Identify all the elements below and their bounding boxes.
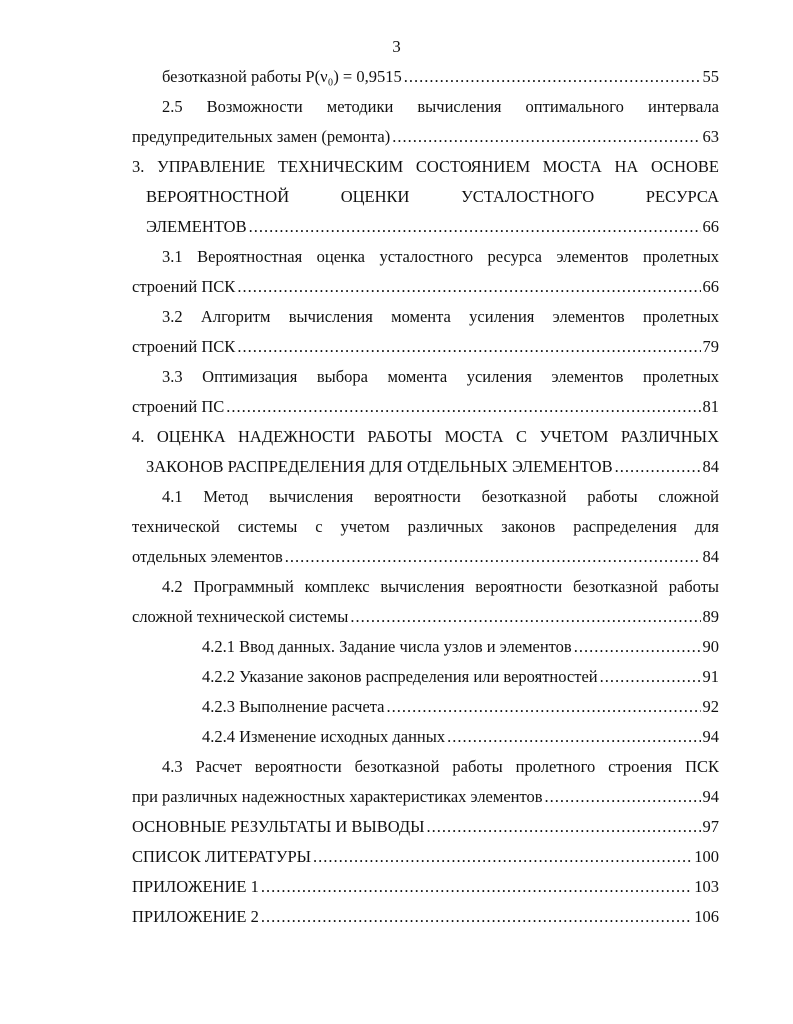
toc-page-number: 81 xyxy=(702,397,719,416)
toc-entry xyxy=(132,782,719,812)
toc-entry-title: 4.2.4 Изменение исходных данных xyxy=(202,727,446,746)
toc-text-line: 3.3 Оптимизация выбора момента усиления элементов пролетных xyxy=(162,367,719,386)
toc-page-number: 55 xyxy=(702,67,719,86)
toc-entry xyxy=(132,722,719,752)
toc-entry-title: отдельных элементов xyxy=(132,547,283,566)
toc-text-line: 4.1 Метод вычисления вероятности безотказной работы сложной xyxy=(162,487,719,506)
toc-entry-title: предупредительных замен (ремонта) xyxy=(132,127,391,146)
dot-leader xyxy=(387,692,701,722)
toc-entry-title: ПРИЛОЖЕНИЕ 2 xyxy=(132,907,259,926)
toc-page-number: 66 xyxy=(702,217,719,236)
toc-entry-title: ЗАКОНОВ РАСПРЕДЕЛЕНИЯ ДЛЯ ОТДЕЛЬНЫХ ЭЛЕМЕНТОВ xyxy=(146,457,613,476)
toc-text-line: ВЕРОЯТНОСТНОЙ ОЦЕНКИ УСТАЛОСТНОГО РЕСУРСА xyxy=(146,187,719,206)
toc-entry-title: СПИСОК ЛИТЕРАТУРЫ xyxy=(132,847,312,866)
dot-leader xyxy=(249,212,701,242)
toc-entry xyxy=(132,332,719,362)
dot-leader xyxy=(261,872,692,902)
toc-entry-title: при различных надежностных характеристиках элементов xyxy=(132,787,543,806)
toc-entry xyxy=(132,632,719,662)
dot-leader xyxy=(545,782,701,812)
toc-entry xyxy=(132,452,719,482)
dot-leader xyxy=(313,842,692,872)
dot-leader xyxy=(285,542,701,572)
toc-entry-title: строений ПС xyxy=(132,397,225,416)
table-of-contents xyxy=(132,62,719,932)
toc-entry-title: строений ПСК xyxy=(132,277,236,296)
toc-entry xyxy=(132,902,719,932)
toc-page-number: 66 xyxy=(702,277,719,296)
toc-page-number: 92 xyxy=(702,697,719,716)
toc-entry-title: ПРИЛОЖЕНИЕ 1 xyxy=(132,877,259,896)
toc-page-number: 94 xyxy=(702,787,719,806)
toc-entry xyxy=(132,122,719,152)
toc-text-line: технической системы с учетом различных законов распределения для xyxy=(132,517,719,536)
toc-entry xyxy=(132,872,719,902)
toc-entry xyxy=(132,602,719,632)
toc-entry xyxy=(132,392,719,422)
toc-entry-title: строений ПСК xyxy=(132,337,236,356)
toc-page-number: 91 xyxy=(702,667,719,686)
toc-entry xyxy=(132,842,719,872)
toc-entry xyxy=(132,812,719,842)
dot-leader xyxy=(574,632,701,662)
dot-leader xyxy=(237,332,700,362)
toc-page-number: 79 xyxy=(702,337,719,356)
dot-leader xyxy=(447,722,700,752)
toc-page-number: 100 xyxy=(694,847,719,866)
toc-entry xyxy=(132,662,719,692)
toc-entry-title: 4.2.3 Выполнение расчета xyxy=(202,697,385,716)
toc-page-number: 97 xyxy=(702,817,719,836)
toc-entry-title: ОСНОВНЫЕ РЕЗУЛЬТАТЫ И ВЫВОДЫ xyxy=(132,817,425,836)
dot-leader xyxy=(615,452,701,482)
toc-page-number: 103 xyxy=(694,877,719,896)
dot-leader xyxy=(404,62,701,92)
toc-text-line: 4.3 Расчет вероятности безотказной работы пролетного строения ПСК xyxy=(162,757,719,776)
toc-entry xyxy=(132,62,719,92)
toc-page-number: 84 xyxy=(702,547,719,566)
page-number: 3 xyxy=(392,37,401,56)
toc-text-line: 4.2 Программный комплекс вычисления вероятности безотказной работы xyxy=(162,577,719,596)
toc-entry-title: сложной технической системы xyxy=(132,607,349,626)
toc-page-number: 89 xyxy=(702,607,719,626)
toc-text-line: 3.2 Алгоритм вычисления момента усиления элементов пролетных xyxy=(162,307,719,326)
toc-entry-title: безотказной работы P(ν₀) = 0,9515 xyxy=(162,67,402,86)
dot-leader xyxy=(392,122,700,152)
toc-text-line: 4. ОЦЕНКА НАДЕЖНОСТИ РАБОТЫ МОСТА С УЧЕТОМ РАЗЛИЧНЫХ xyxy=(132,427,719,446)
dot-leader xyxy=(600,662,701,692)
toc-entry-title: 4.2.1 Ввод данных. Задание числа узлов и элементов xyxy=(202,637,572,656)
toc-text-line: 3. УПРАВЛЕНИЕ ТЕХНИЧЕСКИМ СОСТОЯНИЕМ МОСТА НА ОСНОВЕ xyxy=(132,157,719,176)
toc-page-number: 94 xyxy=(702,727,719,746)
toc-entry xyxy=(132,692,719,722)
toc-page-number: 90 xyxy=(702,637,719,656)
toc-entry xyxy=(132,212,719,242)
toc-page-number: 63 xyxy=(702,127,719,146)
dot-leader xyxy=(261,902,692,932)
toc-text-line: 3.1 Вероятностная оценка усталостного ресурса элементов пролетных xyxy=(162,247,719,266)
toc-text-line: 2.5 Возможности методики вычисления оптимального интервала xyxy=(162,97,719,116)
toc-entry-title: ЭЛЕМЕНТОВ xyxy=(146,217,247,236)
dot-leader xyxy=(237,272,700,302)
dot-leader xyxy=(350,602,700,632)
dot-leader xyxy=(226,392,700,422)
dot-leader xyxy=(427,812,701,842)
toc-entry xyxy=(132,272,719,302)
toc-entry-title: 4.2.2 Указание законов распределения или вероятностей xyxy=(202,667,598,686)
toc-page-number: 106 xyxy=(694,907,719,926)
toc-page-number: 84 xyxy=(702,457,719,476)
toc-entry xyxy=(132,542,719,572)
